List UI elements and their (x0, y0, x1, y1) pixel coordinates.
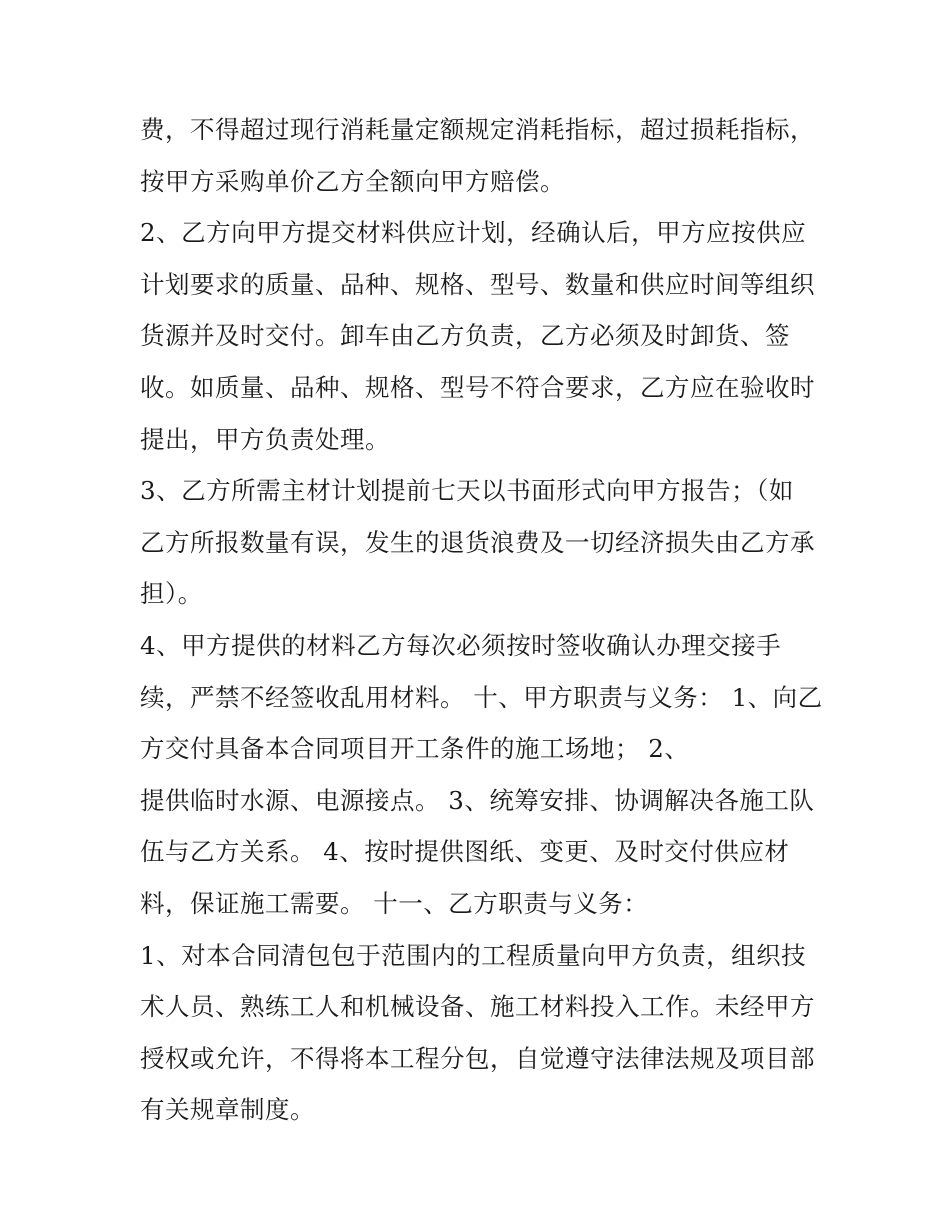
text-line: 料，保证施工需要。 十一、乙方职责与义务： (140, 888, 649, 918)
text-line: 费，不得超过现行消耗量定额规定消耗指标，超过损耗指标， (140, 115, 815, 144)
text-line: 按甲方采购单价乙方全额向甲方赔偿。 (140, 166, 565, 196)
text-line: 提出，甲方负责处理。 (140, 424, 390, 454)
text-line: 4、甲方提供的材料乙方每次必须按时签收确认办理交接手 (140, 630, 782, 660)
text-line: 乙方所报数量有误，发生的退货浪费及一切经济损失由乙方承 (140, 527, 815, 557)
text-line: 术人员、熟练工人和机械设备、施工材料投入工作。未经甲方 (140, 992, 815, 1022)
text-line: 伍与乙方关系。 4、按时提供图纸、变更、及时交付供应材 (140, 837, 790, 867)
text-line: 3、乙方所需主材计划提前七天以书面形式向甲方报告；（如 (140, 476, 794, 506)
text-line: 担）。 (140, 579, 203, 609)
text-line: 收。如质量、品种、规格、型号不符合要求，乙方应在验收时 (140, 372, 815, 402)
text-line: 方交付具备本合同项目开工条件的施工场地； 2、 (140, 734, 690, 764)
text-line: 提供临时水源、电源接点。 3、统筹安排、协调解决各施工队 (140, 785, 815, 815)
text-line: 计划要求的质量、品种、规格、型号、数量和供应时间等组织 (140, 269, 815, 299)
contract-text-block (140, 104, 830, 1136)
text-line: 续，严禁不经签收乱用材料。 十、甲方职责与义务： 1、向乙 (140, 682, 823, 712)
text-line: 2、乙方向甲方提交材料供应计划，经确认后，甲方应按供应 (140, 218, 807, 248)
text-line: 货源并及时交付。卸车由乙方负责，乙方必须及时卸货、签 (140, 321, 790, 351)
text-line: 授权或允许，不得将本工程分包，自觉遵守法律法规及项目部 (140, 1043, 815, 1073)
text-line: 1、对本合同清包包于范围内的工程质量向甲方负责，组织技 (140, 940, 807, 970)
text-line: 有关规章制度。 (140, 1095, 315, 1125)
